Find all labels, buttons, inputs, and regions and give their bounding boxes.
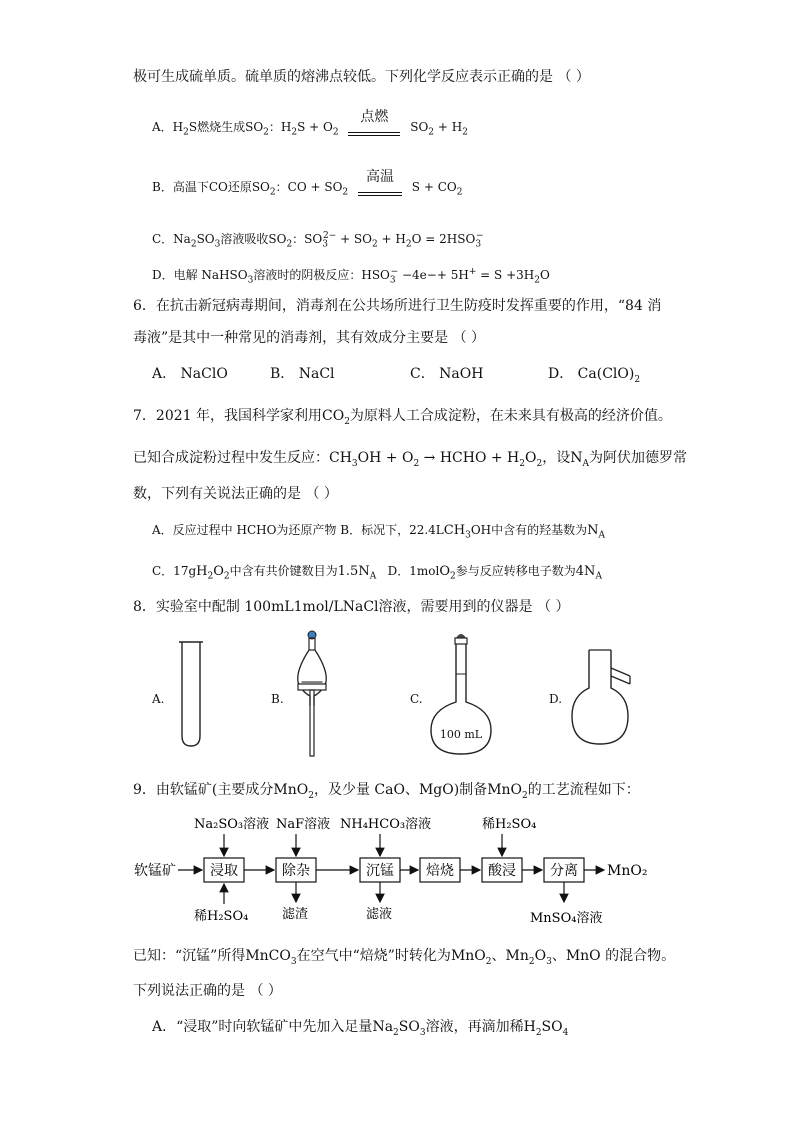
flow-output-label: MnO₂ — [607, 863, 648, 879]
q6-option-d: D． $Ca(ClO)_2$ — [548, 366, 641, 385]
q8-label-d: D. — [549, 692, 563, 706]
q5-option-c: C．$Na_2SO_3$溶液吸收$SO_2$：$SO_3^{2-} + SO_2 + H_2O = 2HSO_3^-$ — [152, 231, 484, 250]
high-temp-condition-arrow: 高温 — [358, 184, 402, 196]
q9-option-a: A．“浸取”时向软锰矿中先加入足量$Na_2SO_3$溶液，再滴加稀$H_2SO_4$ — [152, 1019, 569, 1038]
flow-bottom-output-4: MnSO₄溶液 — [530, 911, 603, 926]
ignite-condition-arrow: 点燃 — [348, 124, 400, 136]
q7-stem-line1: 7．2021 年，我国科学家利用$CO_2$为原料人工合成淀粉，在未来具有极高的经济价值。 — [133, 408, 672, 427]
flow-step-leaching-label: 浸取 — [210, 863, 238, 879]
flow-input-label: 软锰矿 — [134, 863, 176, 879]
process-flow-diagram — [130, 812, 660, 932]
q6-option-b: B． NaCl — [270, 366, 335, 382]
q8-stem: 8．实验室中配制 100mL1mol/LNaCl溶液，需要用到的仪器是 （ ） — [133, 599, 570, 615]
flow-bottom-output-3: 滤液 — [366, 907, 393, 922]
flow-step-roasting-label: 焙烧 — [426, 863, 454, 879]
flow-step-acid-leaching-label: 酸浸 — [488, 863, 516, 879]
flow-step-separation-label: 分离 — [550, 863, 578, 879]
q9-question: 下列说法正确的是 （ ） — [133, 983, 282, 999]
q6-stem-line1: 6．在抗击新冠病毒期间，消毒剂在公共场所进行卫生防疫时发挥重要的作用，“84 消 — [133, 298, 662, 314]
q5-stem: 极可生成硫单质。硫单质的熔沸点较低。下列化学反应表示正确的是 （ ） — [133, 69, 590, 85]
flow-step-impurity-removal-label: 除杂 — [282, 863, 310, 879]
distilling-flask-image — [568, 648, 638, 748]
q7-option-a-b: A．反应过程中 HCHO为还原产物 B．标况下，$22.4LCH_3OH$中含有的羟基数为$N_A$ — [152, 523, 605, 541]
volumetric-flask-image — [428, 630, 494, 758]
flow-top-input-3: NH₄HCO₃溶液 — [340, 817, 432, 832]
q5-option-b: B．高温下CO还原$SO_2$：CO + $SO_2$ 高温 $S + CO_2$ — [152, 169, 463, 198]
test-tube-image — [176, 640, 206, 750]
flow-step-precipitation-label: 沉锰 — [366, 863, 394, 879]
separatory-funnel-image — [290, 630, 334, 758]
q8-label-b: B. — [271, 692, 284, 706]
q5-option-a: A．$H_2S$燃烧生成$SO_2$：$H_2S + O_2$ 点燃 $SO_2 + H_2$ — [152, 109, 468, 138]
flow-bottom-output-2: 滤渣 — [282, 907, 309, 922]
q7-stem-line3: 数，下列有关说法正确的是 （ ） — [133, 486, 338, 502]
flow-bottom-input-1: 稀H₂SO₄ — [194, 909, 249, 924]
q8-label-a: A. — [152, 692, 165, 706]
q5-option-d: D．电解 NaHSO$_3$溶液时的阴极反应：$HSO_3^- -4e-+ 5H^+ = S +3H_2O$ — [152, 267, 550, 286]
q9-stem: 9．由软锰矿(主要成分MnO$_2$，及少量 CaO、MgO)制备MnO$_2$的工艺流程如下： — [133, 782, 640, 801]
q9-known: 已知：“沉锰”所得MnCO$_3$在空气中“焙烧”时转化为MnO$_2$、$Mn_2O_3$、MnO 的混合物。 — [133, 948, 676, 967]
q7-option-c-d: C．$17gH_2O_2$中含有共价键数目为$1.5N_A$ D．1molO$_2$参与反应转移电子数为$4N_A$ — [152, 564, 602, 582]
q8-label-c: C. — [410, 692, 423, 706]
flow-top-input-4: 稀H₂SO₄ — [482, 817, 537, 832]
flow-top-input-1: Na₂SO₃溶液 — [194, 817, 270, 832]
q6-option-c: C． NaOH — [410, 366, 484, 382]
flask-capacity-label: 100 mL — [439, 728, 483, 741]
q6-stem-line2: 毒液”是其中一种常见的消毒剂，其有效成分主要是 （ ） — [133, 330, 486, 346]
q6-option-a: A． NaClO — [152, 366, 228, 382]
q7-stem-line2: 已知合成淀粉过程中发生反应：$CH_3OH + O_2$ → HCHO + $H_2O_2$，设$N_A$为阿伏加德罗常 — [133, 450, 687, 469]
flow-top-input-2: NaF溶液 — [276, 817, 331, 832]
